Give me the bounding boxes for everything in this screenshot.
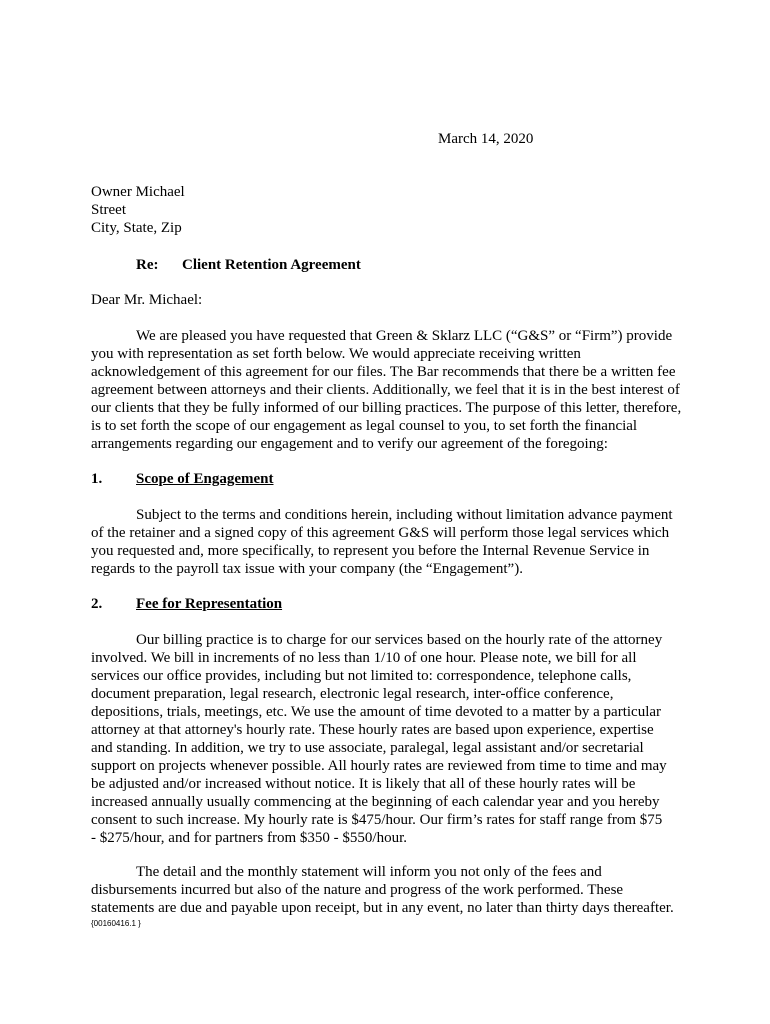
paragraph-line: attorney at that attorney's hourly rate. These hourly rates are based upon experience, expertise (91, 722, 654, 738)
paragraph-line: of the retainer and a signed copy of this agreement G&S will perform those legal services which (91, 525, 670, 541)
paragraph-line: increased annually usually commencing at the beginning of each calendar year and you hereby (91, 794, 660, 810)
paragraph-line: depositions, trials, meetings, etc. We use the amount of time devoted to a matter by a particular (91, 704, 662, 720)
paragraph-line: agreement between attorneys and their clients. Additionally, we feel that it is in the best interest of (91, 382, 680, 398)
paragraph-line: services our office provides, including but not limited to: correspondence, telephone calls, (91, 668, 632, 684)
salutation: Dear Mr. Michael: (91, 292, 203, 308)
paragraph-line: and standing. In addition, we try to use associate, paralegal, legal assistant and/or secretarial (91, 740, 644, 756)
paragraph-line: acknowledgement of this agreement for our files. The Bar recommends that there be a written fee (91, 364, 676, 380)
paragraph-line: disbursements incurred but also of the nature and progress of the work performed. These (91, 882, 624, 898)
subject-label: Re: (136, 257, 159, 273)
paragraph-line: regards to the payroll tax issue with your company (the “Engagement”). (91, 561, 523, 577)
scope-paragraph (91, 506, 681, 578)
paragraph-line: you with representation as set forth below. We would appreciate receiving written (91, 346, 581, 362)
paragraph-line: you requested and, more specifically, to represent you before the Internal Revenue Service in (91, 543, 650, 559)
subject-text: Client Retention Agreement (182, 257, 361, 273)
paragraph-line: support on projects whenever possible. All hourly rates are reviewed from time to time and may (91, 758, 667, 774)
section-title: Fee for Representation (136, 596, 283, 612)
section-number: 1. (91, 471, 103, 487)
paragraph-line: document preparation, legal research, electronic legal research, inter-office conference, (91, 686, 614, 702)
letter-date: March 14, 2020 (438, 131, 534, 147)
paragraph-line: We are pleased you have requested that Green & Sklarz LLC (“G&S” or “Firm”) provide (136, 328, 673, 344)
document-code: {00160416.1 } (91, 919, 141, 928)
paragraph-line: be adjusted and/or increased without notice. It is likely that all of these hourly rates will be (91, 776, 636, 792)
paragraph-line: our clients that they be fully informed of our billing practices. The purpose of this letter, therefore, (91, 400, 682, 416)
paragraph-line: The detail and the monthly statement will inform you not only of the fees and (136, 864, 602, 880)
statement-paragraph (91, 863, 681, 917)
intro-paragraph (91, 327, 681, 453)
address-street: Street (91, 202, 126, 218)
recipient-address (91, 183, 185, 237)
section-title: Scope of Engagement (136, 471, 274, 487)
paragraph-line: is to set forth the scope of our engagement as legal counsel to you, to set forth the financial (91, 418, 638, 434)
fee-paragraph (91, 631, 681, 847)
paragraph-line: Our billing practice is to charge for our services based on the hourly rate of the attorney (136, 632, 663, 648)
paragraph-line: statements are due and payable upon receipt, but in any event, no later than thirty days thereafter. (91, 900, 674, 916)
paragraph-line: - $275/hour, and for partners from $350 - $550/hour. (91, 830, 408, 846)
paragraph-line: arrangements regarding our engagement and to verify our agreement of the foregoing: (91, 436, 608, 452)
address-name: Owner Michael (91, 184, 185, 200)
paragraph-line: involved. We bill in increments of no less than 1/10 of one hour. Please note, we bill for all (91, 650, 637, 666)
paragraph-line: consent to such increase. My hourly rate is $475/hour. Our firm’s rates for staff range from $75 (91, 812, 663, 828)
address-city-state-zip: City, State, Zip (91, 220, 182, 236)
paragraph-line: Subject to the terms and conditions herein, including without limitation advance payment (136, 507, 673, 523)
section-number: 2. (91, 596, 103, 612)
